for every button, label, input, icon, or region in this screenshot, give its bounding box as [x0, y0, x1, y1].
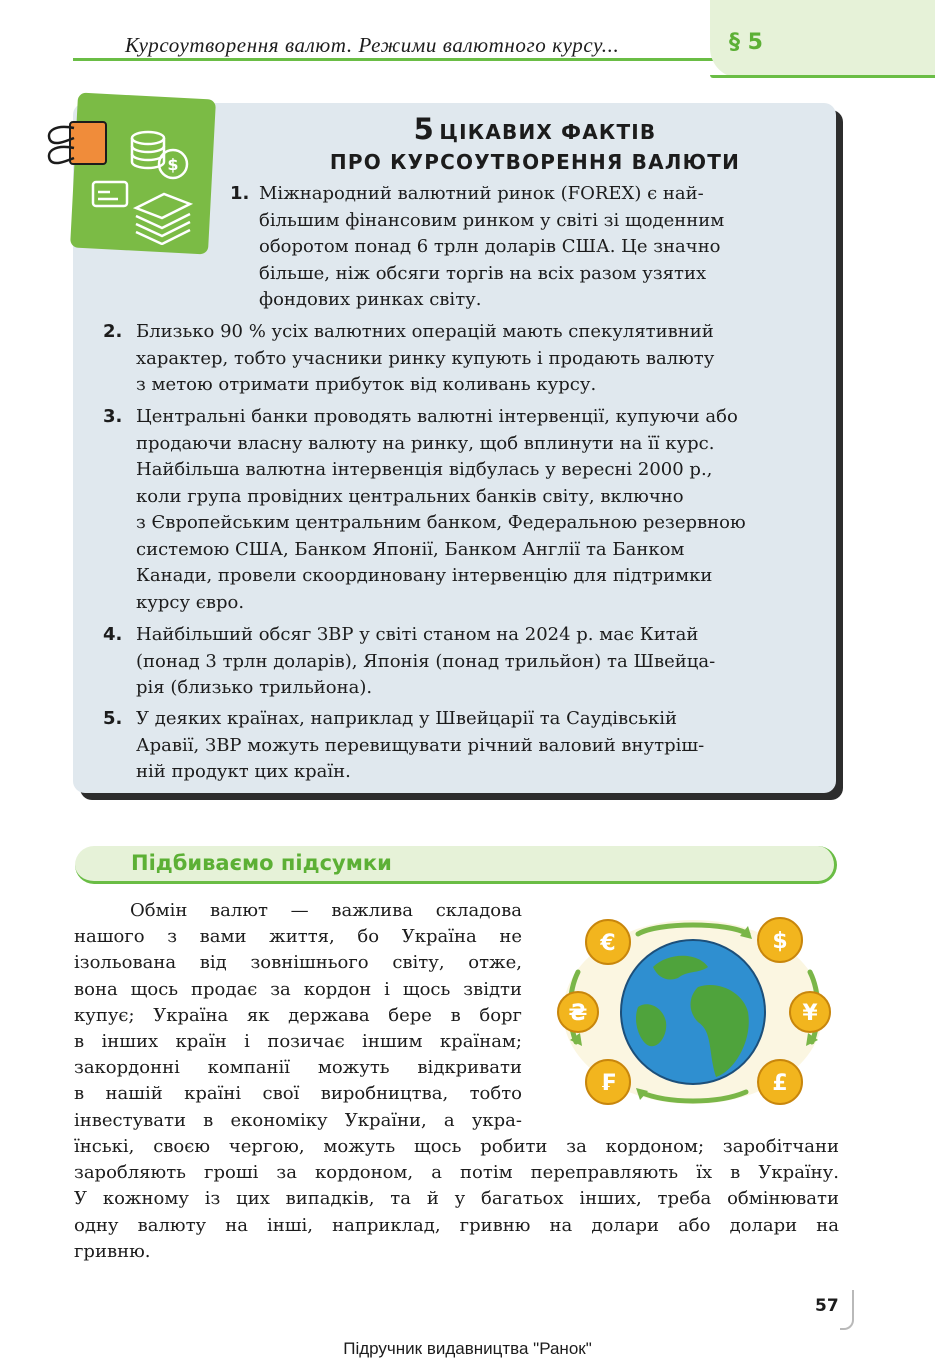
coin-symbol: ¥	[802, 1001, 818, 1026]
summary-paragraph-bottom	[74, 1134, 839, 1265]
fact-line: коли група провідних центральних банків світу, включно	[136, 485, 684, 507]
fact-line: Близько 90 % усіх валютних операцій мають спекулятивний	[136, 321, 714, 342]
fact-number: 2.	[103, 321, 123, 342]
section-number: § 5	[729, 30, 763, 55]
paragraph-line: гривню.	[74, 1240, 151, 1262]
fact-line: Центральні банки проводять валютні інтервенції, купуючи або	[136, 406, 738, 427]
fact-line: (понад 3 трлн доларів), Японія (понад трильйон) та Швейца-	[136, 650, 716, 672]
fact-line: Канади, провели скоординовану інтервенцію для підтримки	[136, 565, 713, 586]
fact-line: курсу євро.	[136, 591, 245, 613]
fact-line: рія (близько трильйона).	[136, 677, 373, 698]
facts-heading-number: 5	[413, 112, 434, 146]
paragraph-line: купує; Україна як держава бере в борг	[74, 1004, 522, 1026]
running-header-title: Курсоутворення валют. Режими валютного курсу...	[125, 33, 620, 57]
fact-line: з Європейським центральним банком, Федеральною резервною	[136, 512, 746, 533]
paragraph-line: Обмін валют — важлива складова	[130, 900, 522, 921]
summary-paragraph-top	[74, 898, 522, 1134]
coin-symbol: ₴	[568, 1001, 588, 1026]
fact-line: У деяких країнах, наприклад у Швейцарії та Саудівській	[136, 708, 678, 729]
fact-item	[136, 622, 811, 702]
fact-line: фондових ринках світу.	[259, 289, 482, 310]
paragraph-line: їнські, своєю чергою, можуть щось робити за кордоном; заробітчани	[74, 1136, 839, 1157]
globe-currency-illustration	[548, 912, 838, 1112]
fact-line: більшим фінансовим ринком у світі зі щоденним	[259, 209, 725, 231]
paragraph-line: нашого з вами життя, бо Україна не	[74, 926, 522, 948]
paragraph-line: одну валюту на інші, наприклад, гривню на долари або долари на	[74, 1214, 839, 1236]
fact-line: Міжнародний валютний ринок (FOREX) є най-	[259, 183, 704, 204]
coin-symbol: $	[772, 929, 788, 954]
facts-heading	[300, 112, 770, 176]
fact-item	[136, 404, 811, 616]
coin-symbol: €	[600, 931, 616, 956]
fact-line: системою США, Банком Японії, Банком Англії та Банком	[136, 538, 685, 560]
header-rule	[73, 58, 715, 61]
paragraph-line: закордонні компанії можуть відкривати	[74, 1057, 522, 1079]
fact-item	[136, 706, 811, 786]
fact-number: 1.	[230, 183, 250, 204]
coin-symbol: £	[772, 1071, 788, 1096]
fact-item	[259, 181, 811, 314]
paragraph-line: в інших країн і позичає іншим країнам;	[74, 1031, 522, 1053]
paragraph-line: заробляють гроші за кордоном, а потім переправляють їх в Україну.	[74, 1162, 839, 1184]
fact-item	[136, 319, 811, 399]
paragraph-line: ізольована від зовнішнього світу, отже,	[74, 952, 522, 974]
paragraph-line: вона щось продає за кордон і щось звідти	[74, 978, 522, 1000]
facts-heading-line1: ЦІКАВИХ ФАКТІВ	[439, 120, 657, 144]
fact-line: оборотом понад 6 трлн доларів США. Це значно	[259, 236, 721, 257]
facts-heading-line2: ПРО КУРСОУТВОРЕННЯ ВАЛЮТИ	[329, 150, 741, 174]
fact-number: 4.	[103, 624, 123, 645]
summary-heading: Підбиваємо підсумки	[131, 851, 392, 875]
page-corner-decoration	[840, 1290, 854, 1330]
fact-line: більше, ніж обсяги торгів на всіх разом узятих	[259, 262, 707, 284]
svg-text:$: $	[167, 155, 179, 174]
paragraph-line: У кожному із цих випадків, та й у багатьох інших, треба обмінювати	[74, 1188, 839, 1210]
paragraph-line: в нашій країні свої виробництва, тобто	[74, 1083, 522, 1105]
publisher-footer: Підручник видавництва "Ранок"	[343, 1339, 592, 1358]
fact-line: ній продукт цих країн.	[136, 761, 351, 782]
paragraph-line: інвестувати в економіку України, а укра-	[74, 1109, 522, 1131]
fact-number: 3.	[103, 406, 123, 427]
fact-line: з метою отримати прибуток від коливань курсу.	[136, 374, 597, 395]
coin-symbol: ₣	[600, 1071, 616, 1096]
fact-line: Найбільша валютна інтервенція відбулась у вересні 2000 р.,	[136, 459, 713, 480]
fact-line: продаючи власну валюту на ринку, щоб вплинути на її курс.	[136, 432, 715, 454]
fact-line: характер, тобто учасники ринку купують і продають валюту	[136, 347, 715, 369]
binder-clip-icon	[44, 118, 114, 168]
fact-line: Найбільший обсяг ЗВР у світі станом на 2024 р. має Китай	[136, 624, 699, 645]
page-number: 57	[815, 1296, 839, 1316]
fact-line: Аравії, ЗВР можуть перевищувати річний валовий внутріш-	[136, 734, 705, 756]
fact-number: 5.	[103, 708, 123, 729]
